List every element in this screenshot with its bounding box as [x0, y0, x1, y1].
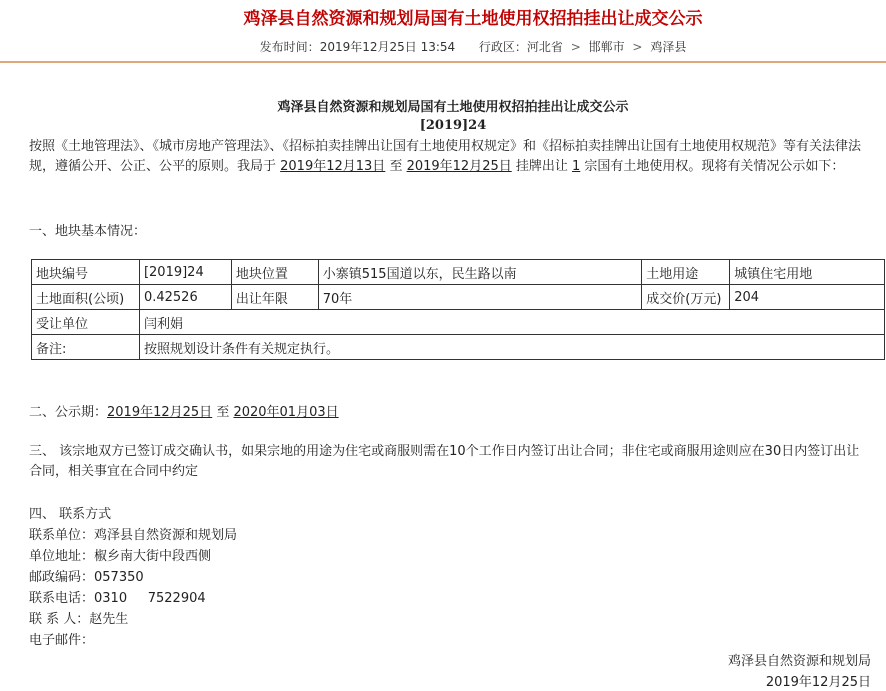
table-label: 出让年限	[231, 285, 318, 310]
listing-end-date: 2019年12月25日	[406, 159, 512, 174]
publish-time: 2019年12月25日 13:54	[319, 40, 456, 54]
table-label: 土地面积(公顷)	[32, 285, 140, 310]
listing-start-date: 2019年12月13日	[280, 159, 386, 174]
table-label: 土地用途	[642, 260, 730, 285]
publicity-end-date: 2020年01月03日	[233, 405, 339, 420]
contact-person: 联 系 人：赵先生	[29, 612, 129, 627]
document-title: 鸡泽县自然资源和规划局国有土地使用权招拍挂出让成交公示	[277, 100, 629, 115]
table-value: 城镇住宅用地	[730, 260, 885, 285]
table-row	[32, 260, 885, 285]
table-label: 地块位置	[231, 260, 318, 285]
table-label: 成交价(万元)	[642, 285, 730, 310]
table-value: [2019]24	[139, 260, 231, 285]
table-label: 备注:	[32, 335, 140, 360]
document-number: [2019]24	[419, 118, 487, 133]
contact-phone: 联系电话：0310 7522904	[29, 591, 206, 606]
contact-unit: 联系单位：鸡泽县自然资源和规划局	[29, 528, 238, 543]
land-info-table	[31, 259, 885, 360]
region-city: 邯郸市	[588, 40, 625, 54]
header-divider	[0, 61, 886, 63]
section-3-contract-note: 三、 该宗地双方已签订成交确认书，如果宗地的用途为住宅或商服则需在10个工作日内签订出让合同；非住宅或商服用途则应在30日内签订出让合同，相关事宜在合同中约定	[29, 444, 860, 479]
table-value: 闫利娟	[139, 310, 884, 335]
table-value: 0.42526	[139, 285, 231, 310]
table-row	[32, 310, 885, 335]
publish-meta	[0, 38, 886, 55]
section-4-heading: 四、 联系方式	[29, 507, 112, 522]
table-row	[32, 335, 885, 360]
intro-paragraph: 按照《土地管理法》、《城市房地产管理法》、《招标拍卖挂牌出让国有土地使用权规定》和《招标拍卖挂牌出让国有土地使用权规范》等有关法律法规，遵循公开、公正、公平的原则。我局于 2019年12月13日 至 2019年12月25日 挂牌出让 1 宗国有土地使用权。现将有关情况公示如下：	[29, 139, 862, 174]
signature-date: 2019年12月25日	[765, 675, 871, 690]
contact-address: 单位地址：椒乡南大街中段西侧	[29, 549, 212, 564]
table-value: 70年	[318, 285, 642, 310]
publicity-start-date: 2019年12月25日	[107, 405, 213, 420]
signature-org: 鸡泽县自然资源和规划局	[727, 654, 871, 669]
region-county: 鸡泽县	[650, 40, 687, 54]
breadcrumb-separator-icon: >	[632, 40, 643, 54]
table-label: 地块编号	[32, 260, 140, 285]
parcel-count: 1	[572, 159, 581, 174]
contact-email: 电子邮件：	[29, 633, 95, 648]
table-label: 受让单位	[32, 310, 140, 335]
table-row	[32, 285, 885, 310]
table-value: 小寨镇515国道以东，民生路以南	[318, 260, 642, 285]
section-1-heading: 一、地块基本情况：	[29, 224, 147, 239]
table-value: 按照规划设计条件有关规定执行。	[139, 335, 884, 360]
region-province: 河北省	[526, 40, 563, 54]
contact-postcode: 邮政编码：057350	[29, 570, 144, 585]
publish-label: 发布时间：	[259, 40, 320, 54]
table-value: 204	[730, 285, 885, 310]
section-2-publicity-period: 二、公示期：2019年12月25日 至 2020年01月03日	[29, 405, 339, 420]
region-label: 行政区：	[478, 40, 527, 54]
breadcrumb-separator-icon: >	[570, 40, 581, 54]
page-title: 鸡泽县自然资源和规划局国有土地使用权招拍挂出让成交公示	[243, 9, 703, 29]
